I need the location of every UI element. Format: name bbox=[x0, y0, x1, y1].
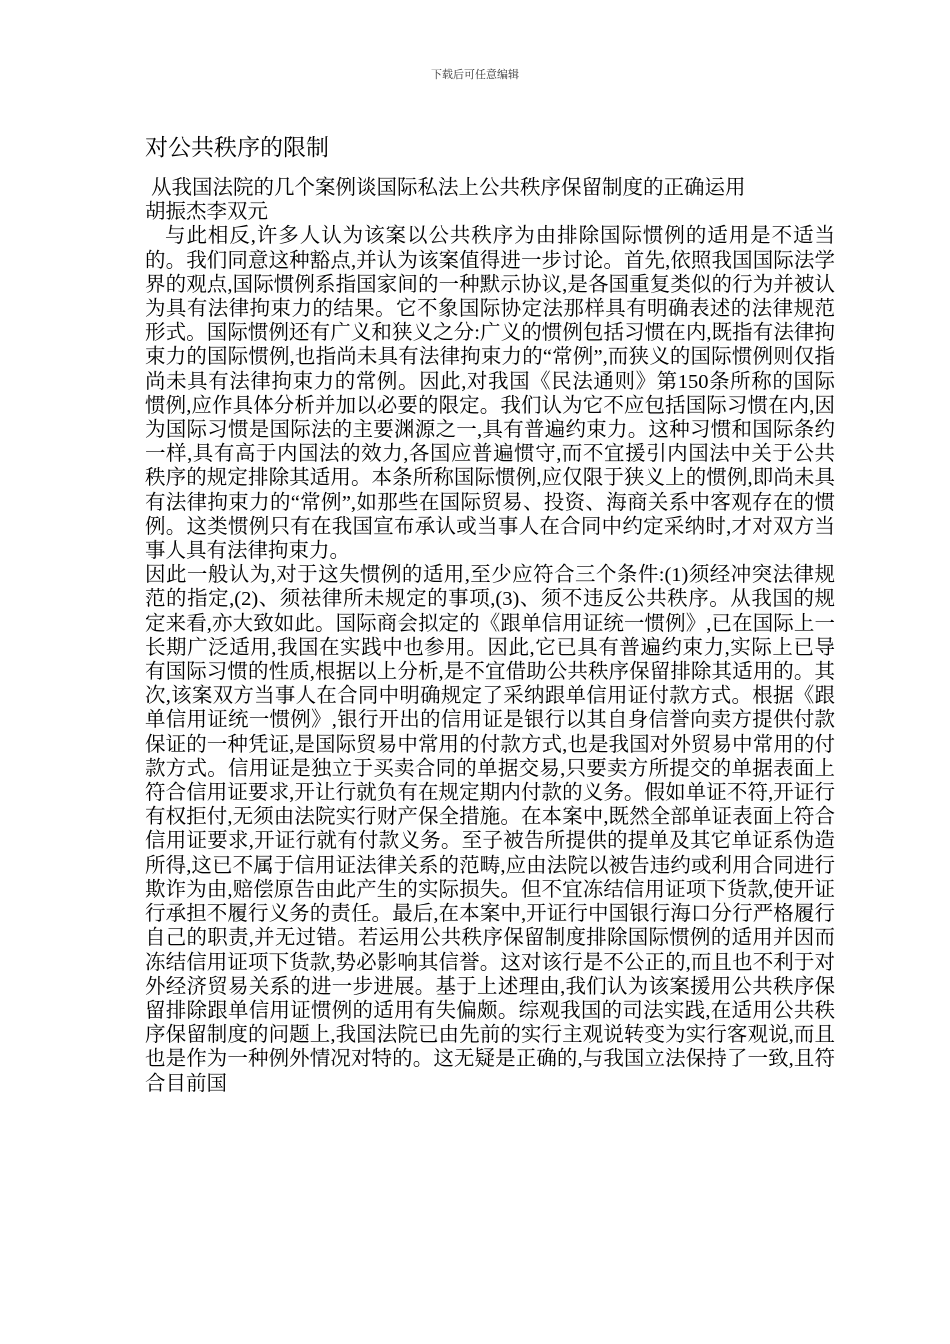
page-header-note: 下载后可任意编辑 bbox=[431, 68, 519, 81]
body-paragraph-2: 因此一般认为,对于这失惯例的适用,至少应符合三个条件:(1)须经冲突法律规范的指定,(2)、须祛律所未规定的事项,(3)、须不违反公共秩序。从我国的规定来看,亦大致如此。国际商会拟定的《跟单信用证统一惯例》,已在国际上一长期广泛适用,我国在实践中也参用。因此,它已具有普遍约束力,实际上已导有国际习惯的性质,根据以上分析,是不宜借助公共秩序保留排除其适用的。其次,该案双方当事人在合同中明确规定了采纳跟单信用证付款方式。根据《跟单信用证统一惯例》,银行开出的信用证是银行以其自身信誉向卖方提供付款保证的一种凭证,是国际贸易中常用的付款方式,也是我国对外贸易中常用的付款方式。信用证是独立于买卖合同的单据交易,只要卖方所提交的单据表面上符合信用证要求,开让行就负有在规定期内付款的义务。假如单证不符,开证行有权拒付,无须由法院实行财产保全措施。在本案中,既然全部单证表面上符合信用证要求,开证行就有付款义务。至子被告所提供的提单及其它单证系伪造所得,这已不属于信用证法律关系的范畴,应由法院以被告违约或利用合同进行欺诈为由,赔偿原告由此产生的实际损失。但不宜冻结信用证项下货款,使开证行承担不履行义务的责任。最后,在本案中,开证行中国银行海口分行严格履行自己的职责,并无过错。若运用公共秩序保留制度排除国际惯例的适用并因而冻结信用证项下货款,势必影响其信誉。这对该行是不公正的,而且也不利于对外经济贸易关系的进一步进展。基于上述理由,我们认为该案援用公共秩序保留排除跟单信用证惯例的适用有失偏颇。综观我国的司法实践,在适用公共秩序保留制度的问题上,我国法院已由先前的实行主观说转变为实行客观说,而且也是作为一种例外情况对特的。这无疑是正确的,与我国立法保持了一致,且符合目前国 bbox=[145, 564, 835, 1095]
document-subtitle: 从我国法院的几个案例谈国际私法上公共秩序保留制度的正确运用 bbox=[151, 177, 746, 199]
document-title: 对公共秩序的限制 bbox=[145, 135, 329, 161]
document-author: 胡振杰李双元 bbox=[145, 201, 268, 224]
document-body bbox=[145, 176, 835, 1096]
body-paragraph-1: 与此相反,许多人认为该案以公共秩序为由排除国际惯例的适用是不适当的。我们同意这种豁点,并认为该案值得进一步讨论。首先,依照我国国际法学界的观点,国际惯例系指国家间的一种默示协议,是各国重复类似的行为并被认为具有法律拘束力的结果。它不象国际协定法那样具有明确表述的法律规范形式。国际惯例还有广义和狭义之分:广义的惯例包括习惯在内,既指有法律拘束力的国际惯例,也指尚未具有法律拘束力的“常例”,而狭义的国际惯例则仅指尚未具有法律拘束力的常例。因此,对我国《民法通则》第150条所称的国际惯例,应作具体分析并加以必要的限定。我们认为它不应包括国际习惯在内,因为国际习惯是国际法的主要渊源之一,具有普遍约束力。这种习惯和国际条约一样,具有高于内国法的效力,各国应普遍惯守,而不宜援引内国法中关于公共秩序的规定排除其适用。本条所称国际惯例,应仅限于狭义上的惯例,即尚未具有法律拘束力的“常例”,如那些在国际贸易、投资、海商关系中客观存在的惯例。这类惯例只有在我国宣布承认或当事人在合同中约定采纳时,才对双方当事人具有法律拘束力。 bbox=[145, 225, 835, 563]
